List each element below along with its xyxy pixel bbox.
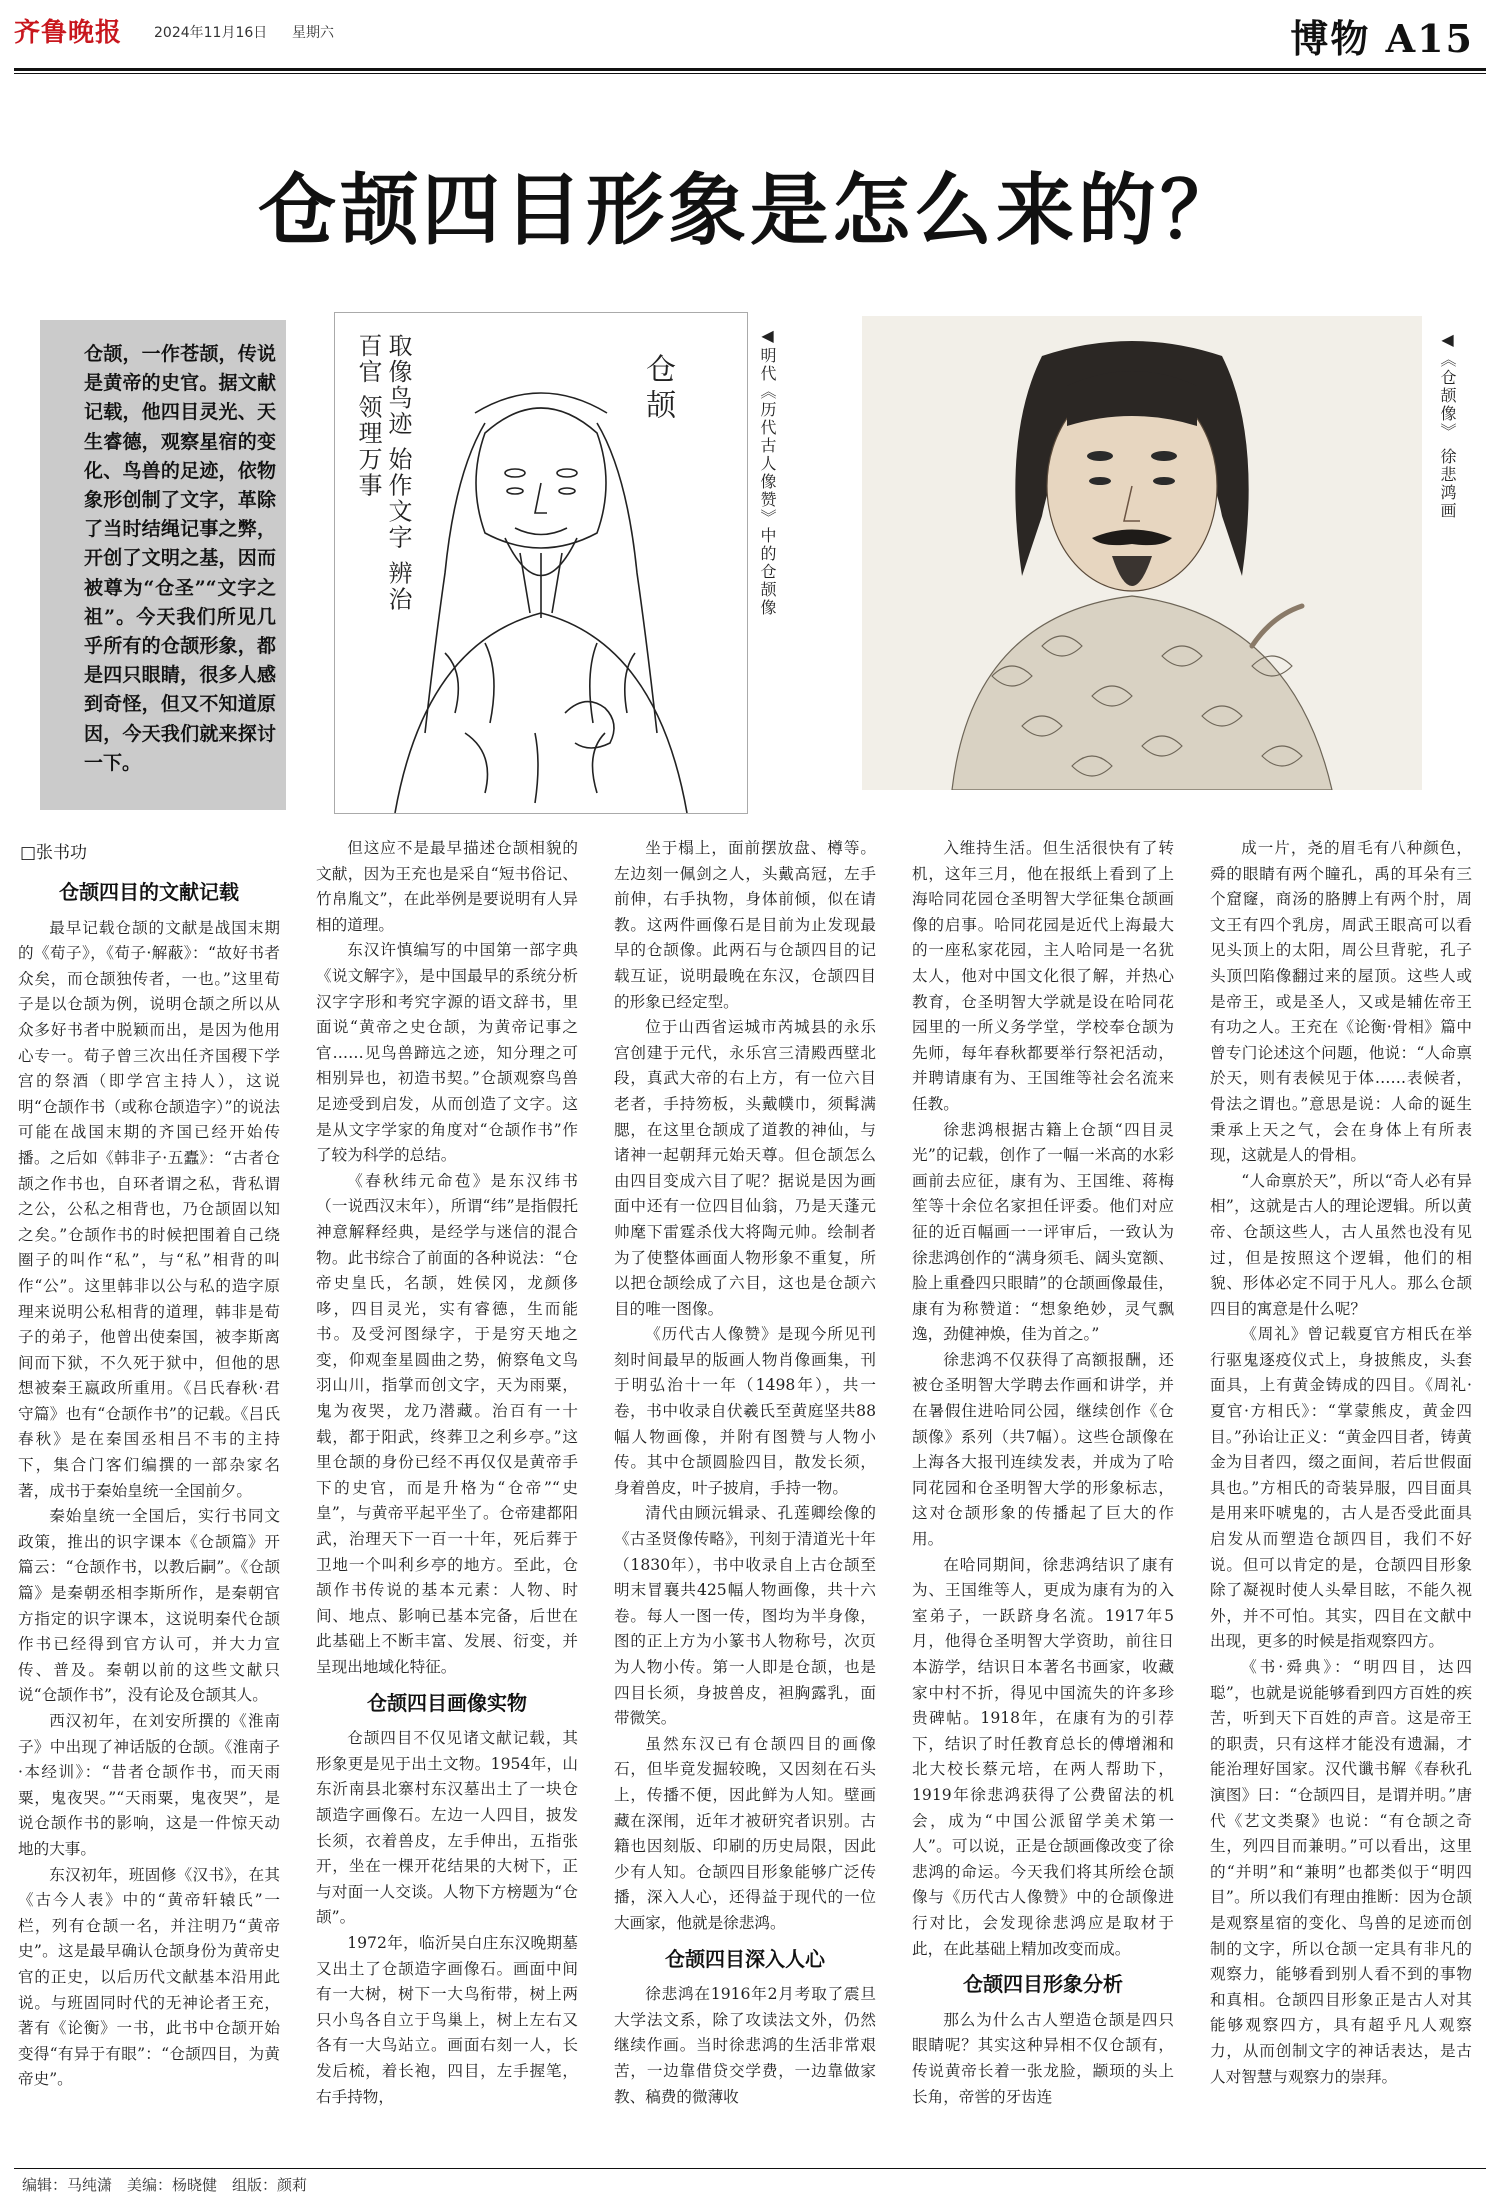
portrait-verse-inscription: 取像鸟迹 始作文字 辨治百官 领理万事 [354, 333, 412, 613]
article-paragraph: 西汉初年，在刘安所撰的《淮南子》中出现了神话版的仓颉。《淮南子·本经训》：“昔者仓颉作书，而天雨粟，鬼夜哭。”“天雨粟，鬼夜哭”，是说仓颉作书的影响，这是一件惊天动地的大事。 [18, 1712, 280, 1858]
article-paragraph: 但这应不是最早描述仓颉相貌的文献，因为王充也是采自“短书俗记、竹帛胤文”，在此举例是要说明有人异相的道理。 [316, 839, 578, 934]
issue-date: 2024年11月16日 [154, 25, 268, 41]
right-image-caption: ◀《仓颉像》 徐悲鸿画 [1438, 330, 1457, 521]
article-paragraph: 清代由顾沅辑录、孔莲卿绘像的《古圣贤像传略》，刊刻于清道光十年（1830年），书中收录自上古仓颉至明末冒襄共425幅人物画像，共十六卷。每人一图一传，图均为半身像，图的正上方为小篆书人物称号，次页为人物小传。第一人即是仓颉，也是四目长须，身披兽皮，袒胸露乳，面带微笑。 [614, 1504, 876, 1728]
byline: □张书功 [20, 843, 88, 863]
section-heading: 仓颉四目形象分析 [963, 1972, 1123, 1997]
article-paragraph: 东汉初年，班固修《汉书》，在其《古今人表》中的“黄帝轩辕氏”一栏，列有仓颉一名，并注明乃“黄帝史”。这是最早确认仓颉身份为黄帝史官的正史，以后历代文献基本沿用此说。与班固同时代的无神论者王充，著有《论衡》一书，此书中仓颉开始变得“有异于有眼”：“仓颉四目，为黄帝史”。 [18, 1865, 280, 2089]
intro-text: 仓颉，一作苍颉，传说是黄帝的史官。据文献记载，他四目灵光、天生睿德，观察星宿的变化、鸟兽的足迹，依物象形创制了文字，革除了当时结绳记事之弊，开创了文明之基，因而被尊为“仓圣”“文字之祖”。今天我们所见几乎所有的仓颉形象，都是四只眼睛，很多人感到奇怪，但又不知道原因，今天我们就来探讨一下。 [84, 343, 276, 774]
article-column-3 [614, 836, 876, 2110]
article-paragraph: 仓颉四目不仅见诸文献记载，其形象更是见于出土文物。1954年，山东沂南县北寨村东汉墓出土了一块仓颉造字画像石。左边一人四目，披发长须，衣着兽皮，左手伸出，五指张开，坐在一棵开花结果的大树下，正与对面一人交谈。人物下方榜题为“仓颉”。 [316, 1729, 578, 1927]
issue-weekday: 星期六 [292, 25, 334, 41]
article-column-5 [1210, 836, 1472, 2090]
ming-woodblock-portrait [334, 312, 748, 814]
article-paragraph: “人命禀於天”，所以“奇人必有异相”，这就是古人的理论逻辑。所以黄帝、仓颉这些人，古人虽然也没有见过，但是按照这个逻辑，他们的相貌、形体必定不同于凡人。那么仓颉四目的寓意是什么呢？ [1210, 1171, 1472, 1318]
article-paragraph: 位于山西省运城市芮城县的永乐宫创建于元代，永乐宫三清殿西壁北段，真武大帝的右上方，有一位六目老者，手持笏板，头戴幞巾，须髯满腮，在这里仓颉成了道教的神仙，与诸神一起朝拜元始天尊。但仓颉怎么由四目变成六目了呢？据说是因为画面中还有一位四目仙翁，乃是天蓬元帅麾下雷霆杀伐大将陶元帅。绘制者为了使整体画面人物形象不重复，所以把仓颉绘成了六目，这也是仓颉六目的唯一图像。 [614, 1018, 876, 1318]
article-paragraph: 《周礼》曾记载夏官方相氏在举行驱鬼逐疫仪式上，身披熊皮，头套面具，上有黄金铸成的四目。《周礼·夏官·方相氏》：“掌蒙熊皮，黄金四目。”孙诒让正义：“黄金四目者，铸黄金为目者四，缀之面间，若后世假面具也。”方相氏的奇装异服，四目面具是用来吓唬鬼的，古人是否受此面具启发从而塑造仓颉四目，我们不好说。但可以肯定的是，仓颉四目形象除了凝视时使人头晕目眩，不能久视外，并不可怕。其实，四目在文献中出现，更多的时候是指观察四方。 [1210, 1325, 1472, 1651]
article-paragraph: 那么为什么古人塑造仓颉是四只眼睛呢？其实这种异相不仅仓颉有，传说黄帝长着一张龙脸，颛顼的头上长角，帝喾的牙齿连 [912, 2010, 1174, 2106]
article-paragraph: 1972年，临沂吴白庄东汉晚期墓又出土了仓颉造字画像石。画面中间有一大树，树下一大鸟衔带，树上两只小鸟各自立于鸟巢上，树上左右又各有一大鸟站立。画面右刻一人，长发后梳，着长袍，四目，左手握笔，右手持物， [316, 1933, 578, 2106]
article-paragraph: 秦始皇统一全国后，实行书同文政策，推出的识字课本《仓颉篇》开篇云：“仓颉作书，以教后嗣”。《仓颉篇》是秦朝丞相李斯所作，是秦朝官方指定的识字课本，这说明秦代仓颉作书已经得到官方认可，并大力宣传、普及。秦朝以前的这些文献只说“仓颉作书”，没有论及仓颉其人。 [18, 1507, 280, 1705]
article-column-2 [316, 836, 578, 2110]
article-paragraph: 最早记载仓颉的文献是战国末期的《荀子》，《荀子·解蔽》：“故好书者众矣，而仓颉独传者，一也。”这里荀子是以仓颉为例，说明仓颉之所以从众多好书者中脱颖而出，是因为他用心专一。荀子曾三次出任齐国稷下学宫的祭酒（即学宫主持人），这说明“仓颉作书（或称仓颉造字）”的说法可能在战国末期的齐国已经开始传播。之后如《韩非子·五蠹》：“古者仓颉之作书也，自环者谓之私，背私谓之公，公私之相背也，乃仓颉固以知之矣。”仓颉作书的时候把围着自己绕圈子的叫作“私”，与“私”相背的叫作“公”。这里韩非以公与私的造字原理来说明公私相背的道理，韩非是荀子的弟子，他曾出使秦国，被李斯离间而下狱，不久死于狱中，但他的思想被秦王嬴政所重用。《吕氏春秋·君守篇》也有“仓颉作书”的记载。《吕氏春秋》是在秦国丞相吕不韦的主持下，集合门客们编撰的一部杂家名著，成书于秦始皇统一全国前夕。 [18, 918, 280, 1500]
article-paragraph: 徐悲鸿根据古籍上仓颉“四目灵光”的记载，创作了一幅一米高的水彩画前去应征，康有为、王国维、蒋梅笙等十余位名家担任评委。他们对应征的近百幅画一一评审后，一致认为徐悲鸿创作的“满身须毛、阔头宽额、脸上重叠四只眼睛”的仓颉画像最佳，康有为称赞道：“想象绝妙，灵气飘逸，劲健神焕，佳为首之。” [912, 1120, 1174, 1344]
section-page-label: 博物 A15 [1290, 16, 1474, 61]
article-paragraph: 成一片，尧的眉毛有八种颜色，舜的眼睛有两个瞳孔，禹的耳朵有三个窟窿，商汤的胳膊上有两个肘，周文王有四个乳房，周武王眼高可以看见头顶上的太阳，周公旦背驼，孔子头顶凹陷像翻过来的屋顶。这些人或是帝王，或是圣人，又或是辅佐帝王有功之人。王充在《论衡·骨相》篇中曾专门论述这个问题，他说：“人命禀於天，则有表候见于体……表候者，骨法之谓也。”意思是说：人命的诞生秉承上天之气，会在身体上有所表现，这就是人的骨相。 [1210, 839, 1472, 1165]
left-image-caption: ◀明代《历代古人像赞》中的仓颉像 [758, 326, 777, 617]
article-paragraph: 入维持生活。但生活很快有了转机，这年三月，他在报纸上看到了上海哈同花园仓圣明智大学征集仓颉画像的启事。哈同花园是近代上海最大的一座私家花园，主人哈同是一名犹太人，他对中国文化很了解，并热心教育，仓圣明智大学就是设在哈同花园里的一所义务学堂，学校奉仓颉为先师，每年春秋都要举行祭祀活动，并聘请康有为、王国维等社会名流来任教。 [912, 839, 1174, 1113]
article-paragraph: 坐于榻上，面前摆放盘、樽等。左边刻一佩剑之人，头戴高冠，左手前伸，右手执物，身体前倾，似在请教。这两件画像石是目前为止发现最早的仓颉像。此两石与仓颉四目的记载互证，说明最晚在东汉，仓颉四目的形象已经定型。 [614, 839, 876, 1011]
newspaper-logo: 齐鲁晚报 [14, 18, 123, 48]
article-paragraph: 在哈同期间，徐悲鸿结识了康有为、王国维等人，更成为康有为的入室弟子，一跃跻身名流。1917年5月，他得仓圣明智大学资助，前往日本游学，结识日本著名书画家，收藏家中村不折，得见中国流失的许多珍贵碑帖。1918年，在康有为的引荐下，结识了时任教育总长的傅增湘和北大校长蔡元培，在两人帮助下，1919年徐悲鸿获得了公费留法的机会，成为“中国公派留学美术第一人”。可以说，正是仓颉画像改变了徐悲鸿的命运。今天我们将其所绘仓颉像与《历代古人像赞》中的仓颉像进行对比，会发现徐悲鸿应是取材于此，在此基础上精加改变而成。 [912, 1555, 1174, 1958]
article-column-4 [912, 836, 1174, 2110]
article-paragraph: 东汉许慎编写的中国第一部字典《说文解字》，是中国最早的系统分析汉字字形和考究字源的语文辞书，里面说“黄帝之史仓颉，为黄帝记事之官……见鸟兽蹄迒之迹，知分理之可相别异也，初造书契。”仓颉观察鸟兽足迹受到启发，从而创造了文字。这是从文字学家的角度对“仓颉作书”作了较为科学的总结。 [316, 941, 578, 1165]
section-heading: 仓颉四目深入人心 [665, 1946, 825, 1971]
header-rule-thick [14, 68, 1486, 71]
article-paragraph: 徐悲鸿不仅获得了高额报酬，还被仓圣明智大学聘去作画和讲学，并在暑假住进哈同公园，继续创作《仓颉像》系列（共7幅）。这些仓颉像在上海各大报刊连续发表，并成为了哈同花园和仓圣明智大学的形象标志，这对仓颉形象的传播起了巨大的作用。 [912, 1350, 1174, 1549]
article-paragraph: 《春秋纬元命苞》是东汉纬书（一说西汉末年），所谓“纬”是指假托神意解释经典，是经学与迷信的混合物。此书综合了前面的各种说法：“仓帝史皇氏，名颉，姓侯冈，龙颜侈哆，四目灵光，实有睿德，生而能书。及受河图绿字，于是穷天地之变，仰观奎星圆曲之势，俯察龟文鸟羽山川，指掌而创文字，天为雨粟，鬼为夜哭，龙乃潜藏。治百有一十载，都于阳武，终葬卫之利乡亭。”这里仓颉的身份已经不再仅仅是黄帝手下的史官，而是升格为“仓帝”“史皇”，与黄帝平起平坐了。仓帝建都阳武，治理天下一百一十年，死后葬于卫地一个叫利乡亭的地方。至此，仓颉作书传说的基本元素：人物、时间、地点、影响已基本完备，后世在此基础上不断丰富、发展、衍变，并呈现出地域化特征。 [316, 1171, 578, 1676]
article-paragraph: 《书·舜典》：“明四目，达四聪”，也就是说能够看到四方百姓的疾苦，听到天下百姓的声音。这是帝王的职责，只有这样才能没有遗漏，才能治理好国家。汉代谶书解《春秋孔演图》曰：“仓颉四目，是谓并明。”唐代《艺文类聚》也说：“有仓颉之奇生，列四目而兼明。”可以看出，这里的“并明”和“兼明”也都类似于“明四目”。所以我们有理由推断：因为仓颉是观察星宿的变化、鸟兽的足迹而创制的文字，所以仓颉一定具有非凡的观察力，能够看到别人看不到的事物和真相。仓颉四目形象正是古人对其能够观察四方，具有超乎凡人观察力，从而创制文字的神话表达，是古人对智慧与观察力的崇拜。 [1210, 1658, 1472, 2086]
footer-rule [14, 2168, 1486, 2169]
portrait-name-inscription: 仓颉 [640, 353, 675, 425]
masthead [14, 6, 1486, 66]
section-heading: 仓颉四目的文献记载 [59, 880, 239, 904]
article-column-1 [18, 870, 280, 2093]
section-heading: 仓颉四目画像实物 [367, 1690, 527, 1715]
article-paragraph: 《历代古人像赞》是现今所见刊刻时间最早的版画人物肖像画集，刊于明弘治十一年（1498年），共一卷，书中收录自伏羲氏至黄庭坚共88幅人物画像，并附有图赞与人物小传。其中仓颉圆脸四目，散发长须，身着兽皮，叶子披肩，手持一物。 [614, 1325, 876, 1497]
article-headline: 仓颉四目形象是怎么来的？ [257, 165, 1242, 256]
painted-portrait-illustration [862, 316, 1422, 790]
xu-beihong-portrait [862, 316, 1422, 790]
article-paragraph: 徐悲鸿在1916年2月考取了震旦大学法文系，除了攻读法文外，仍然继续作画。当时徐悲鸿的生活非常艰苦，一边靠借贷交学费，一边靠做家教、稿费的微薄收 [614, 1985, 876, 2106]
article-paragraph: 虽然东汉已有仓颉四目的画像石，但毕竟发掘较晚，又因刻在石头上，传播不便，因此鲜为人知。壁画藏在深闱，近年才被研究者识别。古籍也因刻版、印刷的历史局限，因此少有人知。仓颉四目形象能够广泛传播，深入人心，还得益于现代的一位大画家，他就是徐悲鸿。 [614, 1734, 876, 1932]
page-credits: 编辑：马纯潇 美编：杨晓健 组版：颜莉 [22, 2176, 308, 2194]
header-rule-thin [14, 73, 1486, 74]
